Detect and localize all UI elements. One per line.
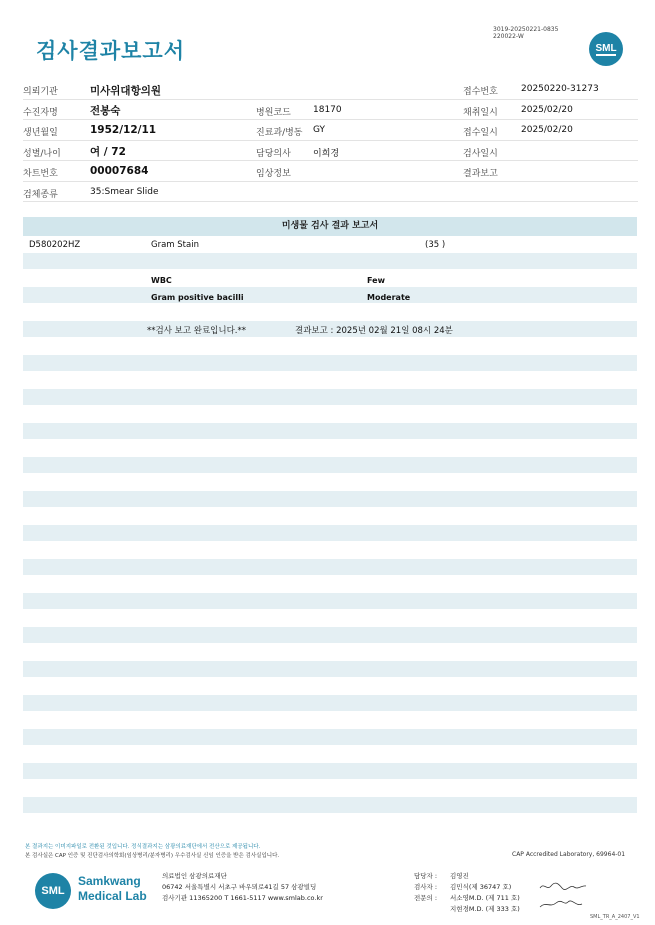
- info-value: 미사위대항의원: [90, 84, 162, 97]
- report-stripe: [23, 457, 637, 473]
- info-row: [23, 100, 638, 121]
- footnote-certification: 본 검사실은 CAP 인증 및 진단검사의학회(임상병리/분자병리) 우수검사실 신임 인증을 받은 검사실입니다.: [25, 853, 280, 859]
- info-value: 18170: [313, 104, 342, 115]
- test-name: Gram Stain: [151, 240, 199, 250]
- report-time: 결과보고 : 2025년 02월 21일 08시 24분: [295, 326, 453, 336]
- org-address: 06742 서울특별시 서초구 바우뫼로41길 57 삼광빌딩: [162, 883, 317, 891]
- signer-row: [414, 893, 520, 904]
- signer-value: 지현경M.D. (제 333 호): [450, 905, 520, 913]
- info-value: 2025/02/20: [521, 104, 573, 115]
- report-stripe: [23, 593, 637, 609]
- info-row: [23, 79, 638, 100]
- report-complete-note: **검사 보고 완료입니다.**: [147, 326, 247, 336]
- report-stripe: [23, 729, 637, 745]
- info-row: [23, 161, 638, 182]
- form-version: SML_TR_A_2407_V1: [590, 914, 640, 920]
- info-value: 여 / 72: [90, 146, 126, 158]
- info-label: 결과보고: [463, 169, 498, 179]
- report-stripe: [23, 287, 637, 303]
- info-value: 이희경: [313, 148, 340, 159]
- test-count: (35 ): [425, 240, 446, 250]
- report-stripe: [23, 797, 637, 813]
- info-label: 검체종류: [23, 189, 58, 200]
- info-label: 검사일시: [463, 148, 498, 159]
- document-code: [493, 26, 558, 40]
- info-label: 생년월일: [23, 128, 58, 138]
- report-code: D580202HZ: [29, 240, 81, 250]
- report-section: [23, 217, 637, 336]
- info-value: 35:Smear Slide: [90, 186, 159, 197]
- signer-label: 담당자 :: [414, 872, 438, 880]
- signature-mark: [538, 880, 588, 892]
- info-row: [23, 120, 638, 141]
- info-value: 전봉숙: [90, 105, 121, 117]
- report-stripe: [23, 253, 637, 269]
- org-contact: 검사기관 11365200 T 1661-5117 www.smlab.co.kr: [162, 894, 323, 902]
- signer-row: [414, 904, 520, 915]
- result-item: WBC: [151, 276, 172, 285]
- info-label: 접수번호: [463, 87, 498, 97]
- report-stripe: [23, 559, 637, 575]
- signer-row: [414, 882, 520, 893]
- signer-label: 전문의 :: [414, 894, 438, 902]
- page-title: 검사결과보고서: [36, 39, 186, 63]
- info-row: [23, 141, 638, 162]
- report-stripe: [23, 525, 637, 541]
- info-label: 진료과/병동: [256, 128, 303, 138]
- signer-value: 서소영M.D. (제 711 호): [450, 894, 520, 902]
- signer-row: [414, 871, 520, 882]
- footnote-image-notice: 본 결과지는 이미지파일로 전환된 것입니다. 정식결과지는 삼광의료재단에서 전산으로 제공됩니다.: [25, 844, 261, 850]
- report-stripe: [23, 423, 637, 439]
- signature-mark: [538, 898, 584, 910]
- info-value: GY: [313, 125, 326, 135]
- info-label: 병원코드: [256, 107, 291, 118]
- report-stripe: [23, 355, 637, 371]
- org-name: 의료법인 삼광의료재단: [162, 872, 227, 880]
- info-label: 임상정보: [256, 169, 291, 179]
- info-value: 20250220-31273: [521, 84, 599, 94]
- info-label: 접수일시: [463, 128, 498, 138]
- report-stripe: [23, 389, 637, 405]
- info-value: 00007684: [90, 164, 149, 177]
- info-label: 채취일시: [463, 107, 498, 118]
- info-value: 1952/12/11: [90, 123, 157, 136]
- brand-line: Medical Lab: [78, 889, 147, 903]
- info-label: 차트번호: [23, 169, 58, 179]
- info-value: 2025/02/20: [521, 125, 573, 135]
- signer-value: 김영진: [450, 872, 469, 880]
- sml-logo-icon: SML: [35, 873, 71, 909]
- info-label: 담당의사: [256, 148, 291, 159]
- report-stripe: [23, 491, 637, 507]
- brand-name: [78, 874, 147, 904]
- sml-logo-icon: SML: [589, 32, 623, 66]
- info-row: [23, 182, 638, 203]
- result-value: Few: [367, 276, 385, 285]
- patient-info-table: [23, 79, 638, 202]
- brand-line: Samkwang: [78, 874, 141, 888]
- report-stripe: [23, 763, 637, 779]
- report-header: 미생물 검사 결과 보고서: [23, 217, 637, 236]
- document-code-line: 3019-20250221-0835: [493, 26, 559, 33]
- document-code-line: 220022-W: [493, 33, 524, 40]
- organization-info: [162, 871, 323, 904]
- cap-accreditation: CAP Accredited Laboratory, 69964-01: [512, 851, 626, 858]
- result-value: Moderate: [367, 293, 411, 302]
- info-label: 성별/나이: [23, 148, 61, 159]
- report-stripe: [23, 627, 637, 643]
- info-label: 의뢰기관: [23, 87, 58, 97]
- signer-label: 검사자 :: [414, 883, 438, 891]
- result-item: Gram positive bacilli: [151, 293, 244, 302]
- signers-block: [414, 871, 520, 915]
- signer-value: 김민식(제 36747 호): [450, 883, 512, 891]
- info-label: 수진자명: [23, 107, 58, 118]
- report-stripe: [23, 661, 637, 677]
- report-stripe: [23, 695, 637, 711]
